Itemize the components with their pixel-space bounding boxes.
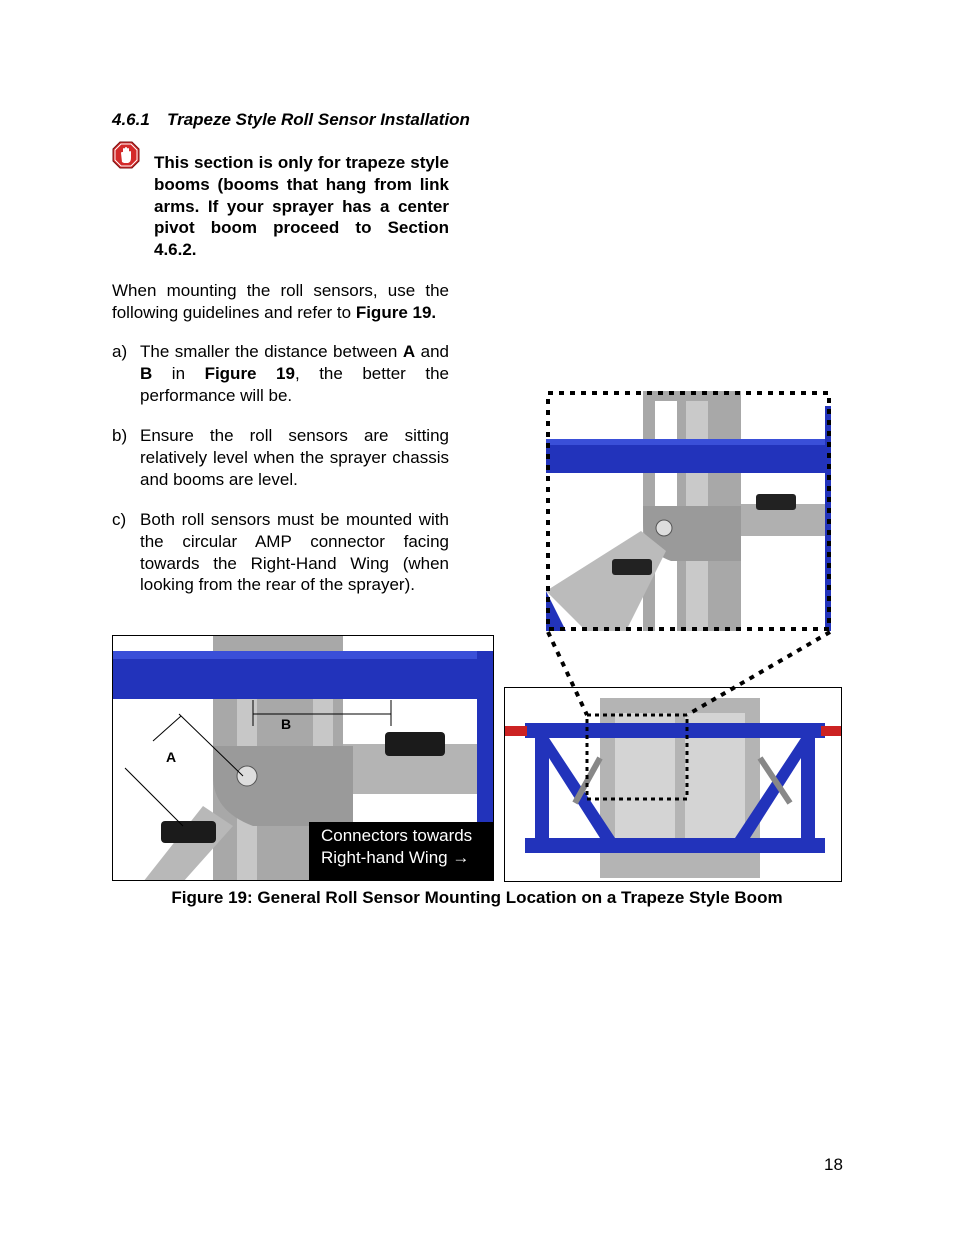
connector-callout <box>309 822 493 880</box>
section-heading <box>112 110 470 130</box>
figure-caption: Figure 19: General Roll Sensor Mounting Location on a Trapeze Style Boom <box>171 888 783 907</box>
zoom-inset-image <box>546 391 831 631</box>
dimension-label-b: B <box>281 716 292 732</box>
list-item-text: The smaller the distance between A and B in Figure 19, the better the performance will be. <box>140 342 449 405</box>
list-item-text: Both roll sensors must be mounted with the circular AMP connector facing towards the Right-Hand Wing (when looking from the rear of the sprayer). <box>140 510 449 595</box>
list-marker: a) <box>112 342 128 361</box>
overview-figure-image <box>504 687 842 882</box>
warning-note: This section is only for trapeze style booms (booms that hang from link arms. If your sprayer has a center pivot boom proceed to Section 4.6.2. <box>154 153 449 260</box>
main-figure-image <box>112 635 494 881</box>
section-title: Trapeze Style Roll Sensor Installation <box>167 110 470 129</box>
list-marker: b) <box>112 426 128 445</box>
callout-line-2: Right-hand Wing → <box>321 848 470 867</box>
page-number: 18 <box>824 1155 843 1174</box>
list-marker: c) <box>112 510 127 529</box>
intro-text: When mounting the roll sensors, use the following guidelines and refer to <box>112 281 449 322</box>
intro-paragraph <box>112 280 449 324</box>
stop-hand-icon <box>112 141 140 169</box>
figure-reference: Figure 19. <box>355 302 437 322</box>
list-item-text: Ensure the roll sensors are sitting relatively level when the sprayer chassis and booms are level. <box>140 426 449 489</box>
callout-line-1: Connectors towards <box>321 826 473 845</box>
dimension-label-a: A <box>166 749 177 765</box>
section-number: 4.6.1 <box>112 110 150 129</box>
